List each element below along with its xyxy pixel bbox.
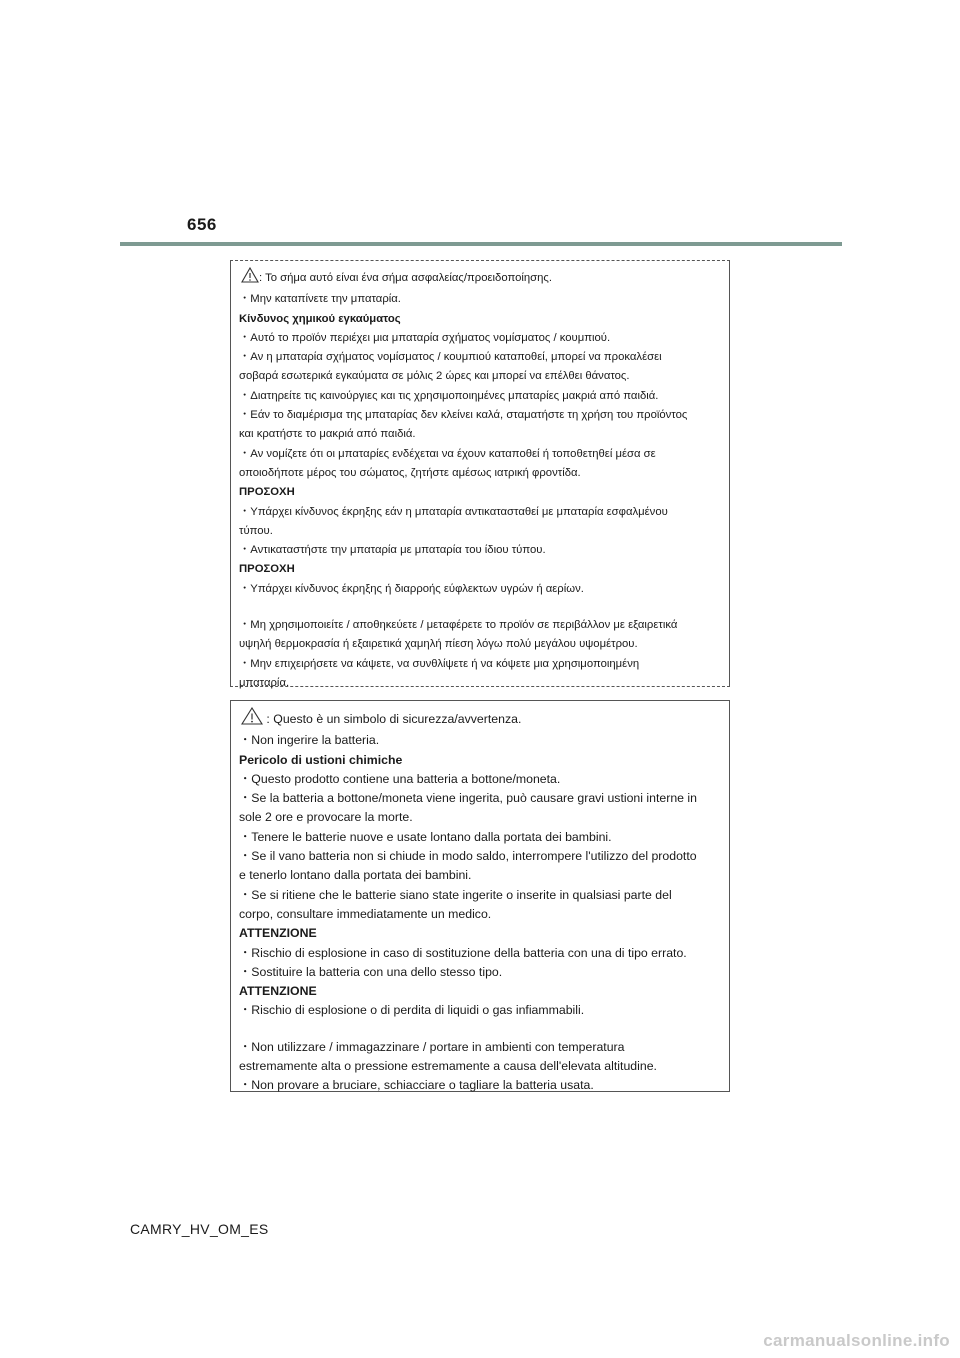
- italian-line: ・Non utilizzare / immagazzinare / portare in ambienti con temperatura: [239, 1039, 625, 1054]
- greek-line: ・Αντικαταστήστε την μπαταρία με μπαταρία του ίδιου τύπου.: [239, 544, 546, 557]
- italian-line: ・Se si ritiene che le batterie siano state ingerite o inserite in qualsiasi parte del: [239, 887, 672, 902]
- greek-line: ・Υπάρχει κίνδυνος έκρηξης ή διαρροής εύφλεκτων υγρών ή αερίων.: [239, 582, 584, 595]
- greek-line: τύπου.: [239, 524, 273, 537]
- italian-intro-text: : Questo è un simbolo di sicurezza/avvertenza.: [263, 712, 522, 726]
- greek-line: ・Εάν το διαμέρισμα της μπαταρίας δεν κλείνει καλά, σταματήστε τη χρήση του προϊόντος: [239, 409, 688, 422]
- warning-triangle-icon: [241, 707, 263, 731]
- italian-line: sole 2 ore e provocare la morte.: [239, 810, 413, 825]
- italian-line: e tenerlo lontano dalla portata dei bambini.: [239, 868, 472, 883]
- greek-line: ・Μην καταπίνετε την μπαταρία.: [239, 293, 401, 306]
- spacer: [239, 1021, 723, 1038]
- greek-intro-line: [239, 267, 723, 290]
- italian-line: estremamente alta o pressione estremamente a causa dell'elevata altitudine.: [239, 1059, 657, 1074]
- italian-line: ・Rischio di esplosione o di perdita di liquidi o gas infiammabili.: [239, 1003, 585, 1018]
- greek-line: ・Υπάρχει κίνδυνος έκρηξης εάν η μπαταρία αντικατασταθεί με μπαταρία εσφαλμένου: [239, 505, 668, 518]
- italian-heading: Pericolo di ustioni chimiche: [239, 752, 403, 767]
- greek-line: ・Αν η μπαταρία σχήματος νομίσματος / κουμπιού καταποθεί, μπορεί να προκαλέσει: [239, 351, 662, 364]
- italian-heading: ATTENZIONE: [239, 926, 317, 941]
- italian-line: ・Questo prodotto contiene una batteria a bottone/moneta.: [239, 771, 561, 786]
- greek-line: υψηλή θερμοκρασία ή εξαιρετικά χαμηλή πίεση λόγω πολύ μεγάλου υψομέτρου.: [239, 638, 638, 651]
- greek-line: σοβαρά εσωτερικά εγκαύματα σε μόλις 2 ώρες και μπορεί να επέλθει θάνατος.: [239, 370, 630, 383]
- italian-line: ・Se il vano batteria non si chiude in modo saldo, interrompere l'utilizzo del prodotto: [239, 849, 697, 864]
- document-code-footer: CAMRY_HV_OM_ES: [130, 1221, 269, 1237]
- italian-line: ・Se la batteria a bottone/moneta viene ingerita, può causare gravi ustioni interne in: [239, 791, 697, 806]
- greek-line: μπαταρία.: [239, 676, 290, 689]
- warning-triangle-icon: [241, 267, 259, 290]
- page-number: 656: [187, 215, 217, 234]
- greek-line: ・Αν νομίζετε ότι οι μπαταρίες ενδέχεται να έχουν καταποθεί ή τοποθετηθεί μέσα σε: [239, 447, 656, 460]
- greek-intro-text: : Το σήμα αυτό είναι ένα σήμα ασφαλείας/προειδοποίησης.: [259, 272, 553, 284]
- italian-warning-box: [230, 700, 730, 1092]
- watermark: carmanualsonline.info: [763, 1331, 950, 1350]
- italian-line: ・Rischio di esplosione in caso di sostituzione della batteria con una di tipo errato.: [239, 945, 687, 960]
- greek-line: οποιοδήποτε μέρος του σώματος, ζητήστε αμέσως ιατρική φροντίδα.: [239, 466, 581, 479]
- greek-line: ・Διατηρείτε τις καινούργιες και τις χρησιμοποιημένες μπαταρίες μακριά από παιδιά.: [239, 389, 659, 402]
- greek-heading: ΠΡΟΣΟΧΗ: [239, 563, 295, 576]
- header-rule: [120, 242, 842, 246]
- italian-line: ・Non provare a bruciare, schiacciare o tagliare la batteria usata.: [239, 1078, 594, 1093]
- greek-heading: Κίνδυνος χημικού εγκαύματος: [239, 312, 401, 325]
- italian-line: ・Non ingerire la batteria.: [239, 733, 380, 748]
- greek-line: ・Μην επιχειρήσετε να κάψετε, να συνθλίψετε ή να κόψετε μια χρησιμοποιημένη: [239, 657, 640, 670]
- greek-line: και κρατήστε το μακριά από παιδιά.: [239, 428, 416, 441]
- italian-intro-line: [239, 707, 723, 731]
- greek-line: ・Αυτό το προϊόν περιέχει μια μπαταρία σχήματος νομίσματος / κουμπιού.: [239, 331, 611, 344]
- greek-heading: ΠΡΟΣΟΧΗ: [239, 486, 295, 499]
- greek-warning-box: [230, 260, 730, 687]
- greek-line: ・Μη χρησιμοποιείτε / αποθηκεύετε / μεταφέρετε το προϊόν σε περιβάλλον με εξαιρετικά: [239, 619, 678, 632]
- spacer: [239, 599, 723, 616]
- italian-heading: ATTENZIONE: [239, 984, 317, 999]
- italian-line: corpo, consultare immediatamente un medico.: [239, 906, 492, 921]
- italian-line: ・Tenere le batterie nuove e usate lontano dalla portata dei bambini.: [239, 829, 612, 844]
- italian-line: ・Sostituire la batteria con una dello stesso tipo.: [239, 964, 503, 979]
